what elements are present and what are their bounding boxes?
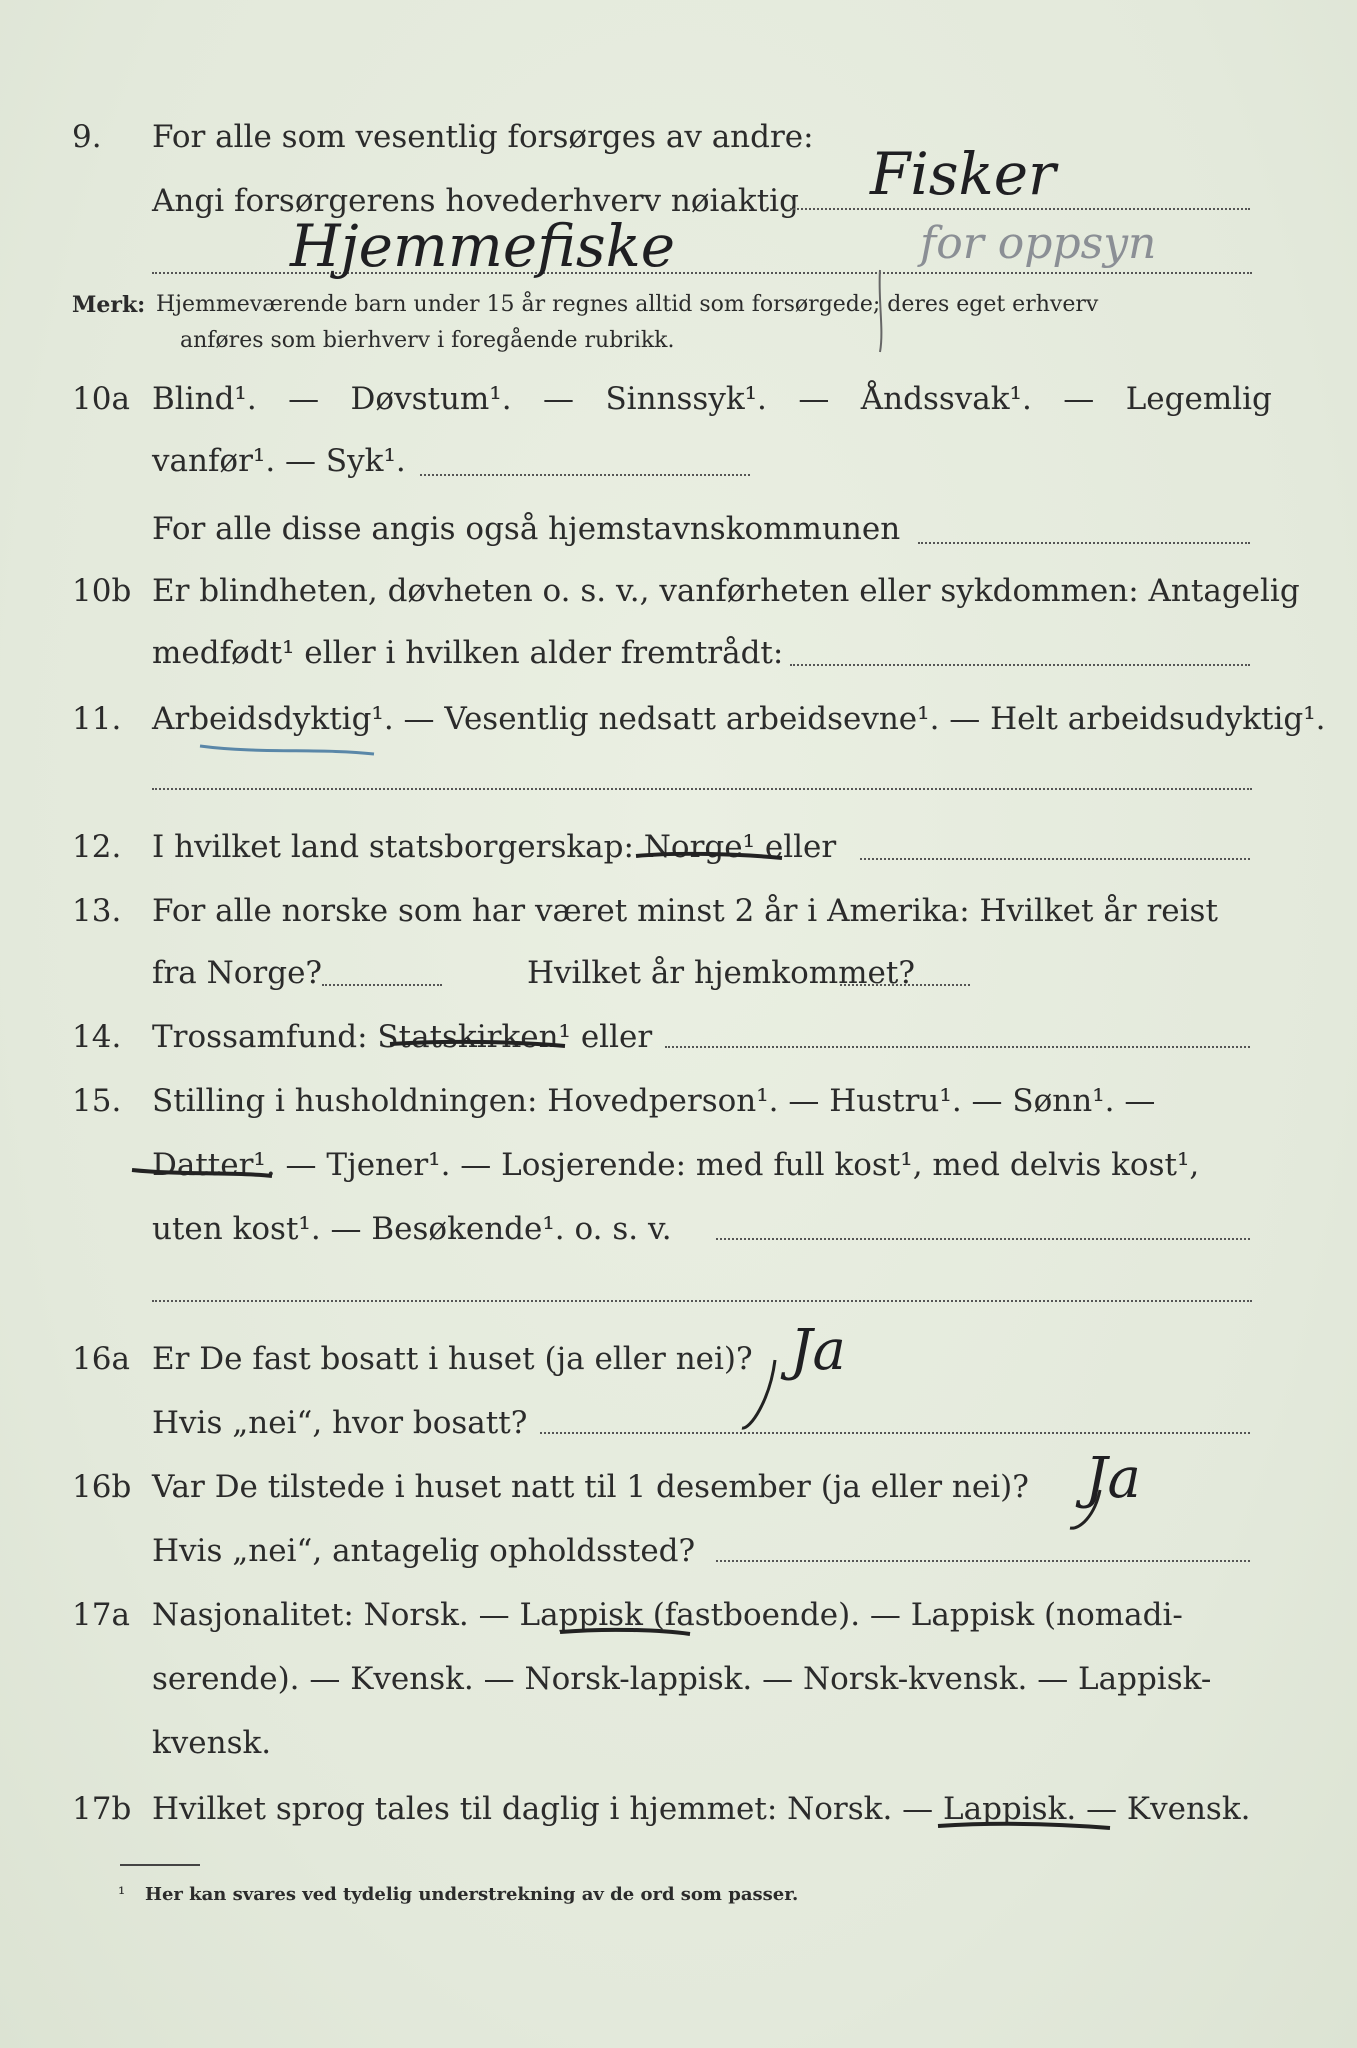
underline-arbeidsdyktig — [200, 746, 374, 754]
q10a-number: 10a — [72, 381, 130, 417]
q17a-text1: Nasjonalitet: Norsk. — Lappisk (fastboende). — Lappisk (nomadi- — [152, 1597, 1183, 1633]
q10a-option-word: Åndssvak¹. — [860, 381, 1032, 417]
q9-handwritten-oppsyn: for oppsyn — [920, 218, 1157, 269]
q10a-option-word: — — [288, 381, 320, 417]
q10a-option-word: — — [798, 381, 830, 417]
q10a-text2: vanfør¹. — Syk¹. — [152, 443, 406, 479]
q10a-option-word: — — [1063, 381, 1095, 417]
check-stroke-16a — [742, 1360, 775, 1428]
q17b-text1: Hvilket sprog tales til daglig i hjemmet: Norsk. — Lappisk. — Kvensk. — [152, 1791, 1251, 1827]
q14-text1: Trossamfund: Statskirken¹ eller — [152, 1019, 653, 1055]
q10a-option-word: Døvstum¹. — [350, 381, 512, 417]
q10a-option-word: Blind¹. — [152, 381, 257, 417]
merk-text2: anføres som bierhverv i foregående rubrikk. — [180, 328, 675, 353]
q10a-option-word: Legemlig — [1125, 381, 1272, 417]
q13-number: 13. — [72, 893, 122, 929]
q12-number: 12. — [72, 829, 122, 865]
q10b-text1: Er blindheten, døvheten o. s. v., vanførheten eller sykdommen: Antagelig — [152, 573, 1300, 609]
merk-text1: Hjemmeværende barn under 15 år regnes alltid som forsørgede; deres eget erhverv — [156, 292, 1099, 317]
q17b-number: 17b — [72, 1791, 132, 1827]
underline-datter — [132, 1170, 272, 1176]
footnote-mark: ¹ — [118, 1884, 126, 1905]
q15-text1: Stilling i husholdningen: Hovedperson¹. — Hustru¹. — Sønn¹. — — [152, 1083, 1156, 1119]
q14-number: 14. — [72, 1019, 122, 1055]
q9-text1: For alle som vesentlig forsørges av andre: — [152, 119, 814, 155]
merk-label: Merk: — [72, 292, 146, 318]
underline-lappisk-17b — [938, 1824, 1110, 1828]
q9-text2: Angi forsørgerens hovederhverv nøiaktig — [152, 183, 799, 219]
q13-text2a: fra Norge? — [152, 955, 323, 991]
q13-text2b: Hvilket år hjemkommet? — [527, 955, 915, 991]
q16b-number: 16b — [72, 1469, 132, 1505]
q10a-option-word: Sinnssyk¹. — [605, 381, 767, 417]
check-stroke-16b — [1070, 1490, 1100, 1528]
q16a-number: 16a — [72, 1341, 130, 1377]
q9-handwritten-fisker: Fisker — [870, 140, 1056, 208]
q17a-number: 17a — [72, 1597, 130, 1633]
q16b-handwritten-answer: Ja — [1085, 1446, 1141, 1511]
q15-text2: Datter¹. — Tjener¹. — Losjerende: med full kost¹, med delvis kost¹, — [152, 1147, 1200, 1183]
footnote-text: Her kan svares ved tydelig understrekning av de ord som passer. — [144, 1884, 799, 1905]
q12-text1: I hvilket land statsborgerskap: Norge¹ eller — [152, 829, 837, 865]
q9-handwritten-hjemmefiske: Hjemmefiske — [290, 212, 676, 280]
q17a-text3: kvensk. — [152, 1725, 272, 1761]
underline-statskirken — [390, 1042, 565, 1046]
q10b-number: 10b — [72, 573, 132, 609]
q9-number: 9. — [72, 119, 102, 155]
underline-lappisk-17a — [560, 1630, 690, 1634]
q10a-option-word: — — [543, 381, 575, 417]
q15-number: 15. — [72, 1083, 122, 1119]
q13-text1: For alle norske som har været minst 2 år i Amerika: Hvilket år reist — [152, 893, 1218, 929]
q16a-text1: Er De fast bosatt i huset (ja eller nei)? — [152, 1341, 753, 1377]
q16b-text1: Var De tilstede i huset natt til 1 desember (ja eller nei)? — [152, 1469, 1029, 1505]
q17a-text2: serende). — Kvensk. — Norsk-lappisk. — Norsk-kvensk. — Lappisk- — [152, 1661, 1212, 1697]
q16b-text2: Hvis „nei“, antagelig opholdssted? — [152, 1533, 696, 1569]
q10a-text3: For alle disse angis også hjemstavnskommunen — [152, 511, 901, 547]
q11-number: 11. — [72, 701, 122, 737]
q16a-handwritten-answer: Ja — [790, 1318, 846, 1383]
q11-text1: Arbeidsdyktig¹. — Vesentlig nedsatt arbeidsevne¹. — Helt arbeidsudyktig¹. — [152, 701, 1326, 737]
check-stroke-q9 — [880, 270, 882, 352]
q10b-text2: medfødt¹ eller i hvilken alder fremtrådt: — [152, 635, 784, 671]
underline-norge — [636, 854, 782, 858]
q15-text3: uten kost¹. — Besøkende¹. o. s. v. — [152, 1211, 672, 1247]
q16a-text2: Hvis „nei“, hvor bosatt? — [152, 1405, 528, 1441]
